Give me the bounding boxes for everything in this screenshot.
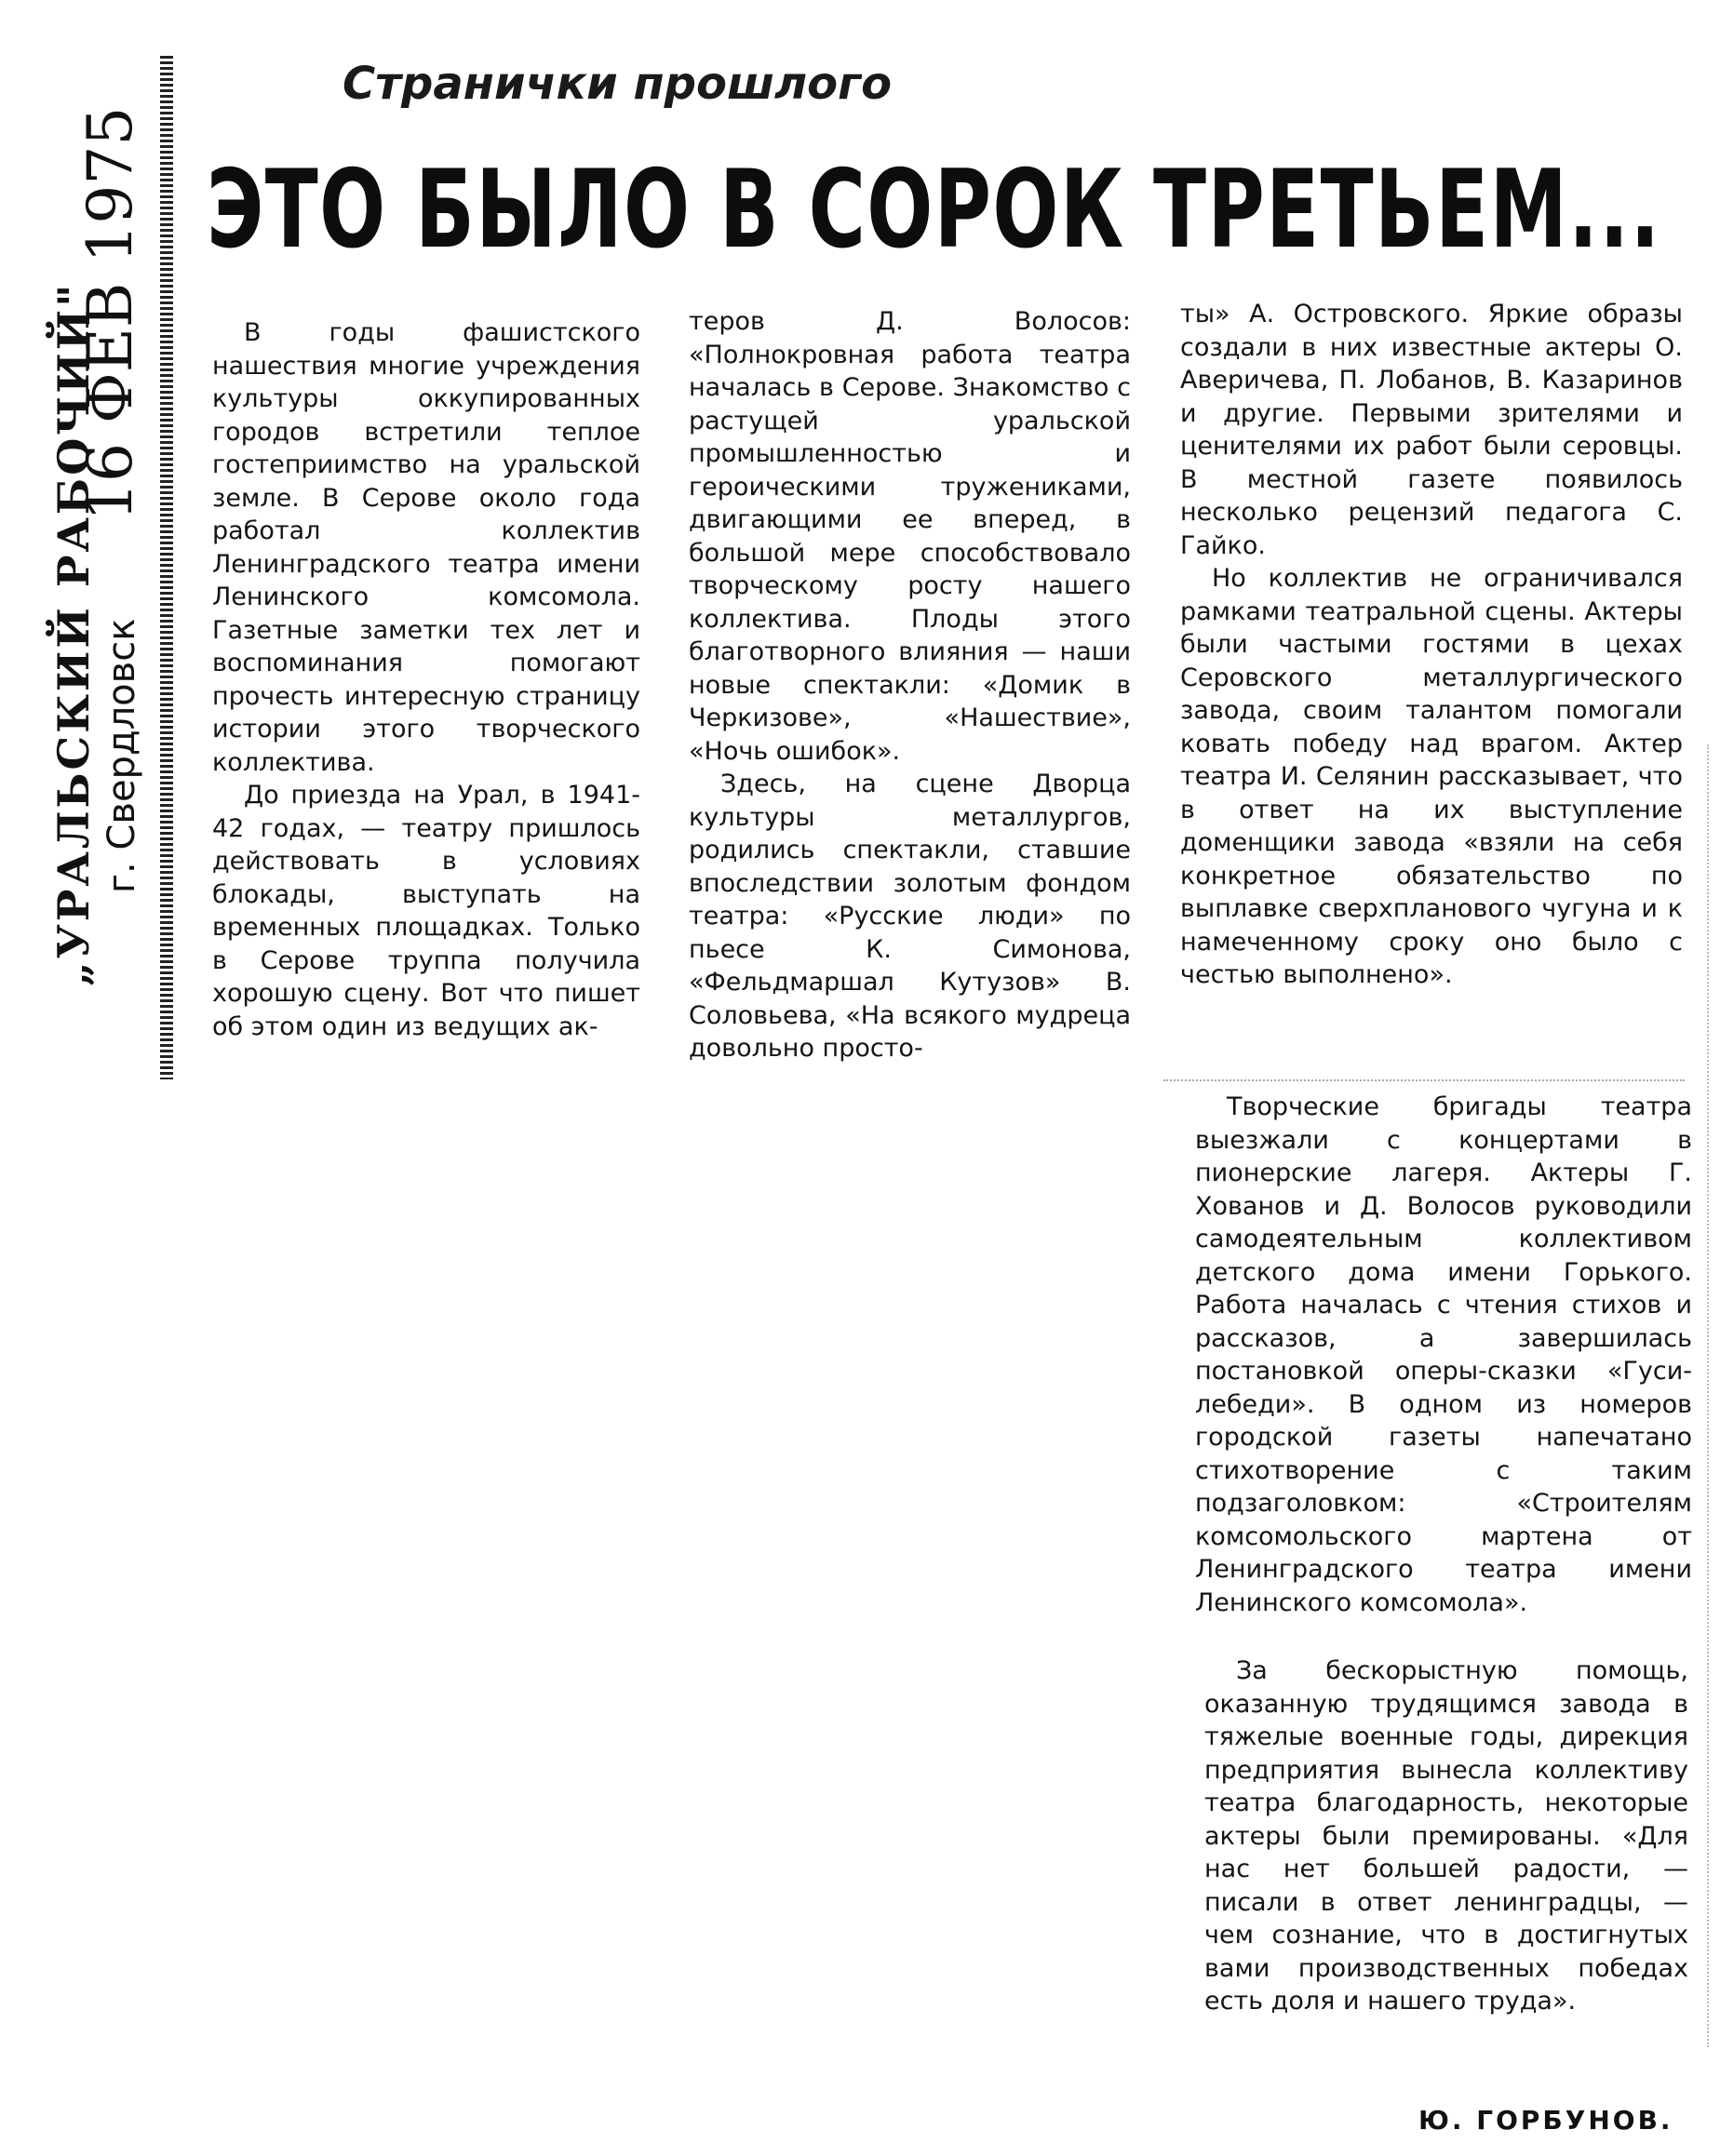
stamp-newspaper-name: „УРАЛЬСКИЙ РАБОЧИЙ" [48,281,99,986]
paragraph: Но коллектив не ограничивался рамками театральной сцены. Актеры были частыми гостями в цехах Серовского металлургического завода, своим талантом помогали ковать победу над врагом. Актер театра И. Селянин рассказывает, что в ответ на их выступление доменщики завода «взяли на себя конкретное обязательство по выплавке сверхпланового чугуна и к намеченному сроку оно было с честью выполнено». [1180,564,1683,989]
author-byline: Ю. ГОРБУНОВ. [1418,2105,1673,2136]
article-column-5 [1204,1654,1688,2018]
stamp-divider [160,56,173,1079]
paragraph: ты» А. Островского. Яркие образы создали в них известные актеры О. Аверичева, П. Лобанов, В. Казаринов и другие. Первыми зрителями и ценителями их работ были серовцы. В местной газете появилось несколько рецензий педагога С. Гайко. [1180,300,1683,560]
stamp-date: 16 ФЕВ 1975 [74,106,146,521]
paragraph: До приезда на Урал, в 1941-42 годах, — театру пришлось действовать в условиях блокады, выступать на временных площадках. Только в Серове труппа получила хорошую сцену. Вот что пишет об этом один из ведущих ак- [212,781,640,1041]
paragraph: В годы фашистского нашествия многие учреждения культуры оккупированных городов встретили теплое гостеприимство на уральской земле. В Серове около года работал коллектив Ленинградского театра имени Ленинского комсомола. Газетные заметки тех лет и воспоминания помогают прочесть интересную страницу истории этого творческого коллектива. [212,318,640,777]
column-separator [1163,1079,1685,1081]
paragraph: теров Д. Волосов: «Полнокровная работа театра началась в Серове. Знакомство с растущей уральской промышленностью и героическими тружениками, двигающими ее вперед, в большой мере способствовало творческому росту нашего коллектива. Плоды этого благотворного влияния — наши новые спектакли: «Домик в Черкизове», «Нашествие», «Ночь ошибок». [689,307,1131,766]
paragraph: Творческие бригады театра выезжали с концертами в пионерские лагеря. Актеры Г. Хованов и Д. Волосов руководили самодеятельным коллективом детского дома имени Горького. Работа началась с чтения стихов и рассказов, а завершилась постановкой оперы-сказки «Гуси-лебеди». В одном из номеров городской газеты напечатано стихотворение с таким подзаголовком: «Строителям комсомольского мартена от Ленинградского театра имени Ленинского комсомола». [1195,1092,1692,1617]
clipping-edge [1707,744,1709,2047]
archive-stamp [0,0,186,1098]
article-column-2 [689,305,1131,1065]
article-headline: ЭТО БЫЛО В СОРОК ТРЕТЬЕМ... [207,147,1661,273]
paragraph: Здесь, на сцене Дворца культуры металлургов, родились спектакли, ставшие впоследствии золотым фондом театра: «Русские люди» по пьесе К. Симонова, «Фельдмаршал Кутузов» В. Соловьева, «На всякого мудреца довольно просто- [689,770,1131,1063]
article-column-3 [1180,298,1683,992]
article-column-1 [212,316,640,1043]
rubric-title: Странички прошлого [343,58,893,110]
paragraph: За бескорыстную помощь, оказанную трудящимся завода в тяжелые военные годы, дирекция предприятия вынесла коллективу театра благодарность, некоторые актеры были премированы. «Для нас нет большей радости, — писали в ответ ленинградцы, — чем сознание, что в достигнутых вами производственных победах есть доля и нашего труда». [1204,1656,1688,2015]
article-column-4 [1195,1091,1692,1619]
stamp-city: г. Свердловск [101,618,143,893]
